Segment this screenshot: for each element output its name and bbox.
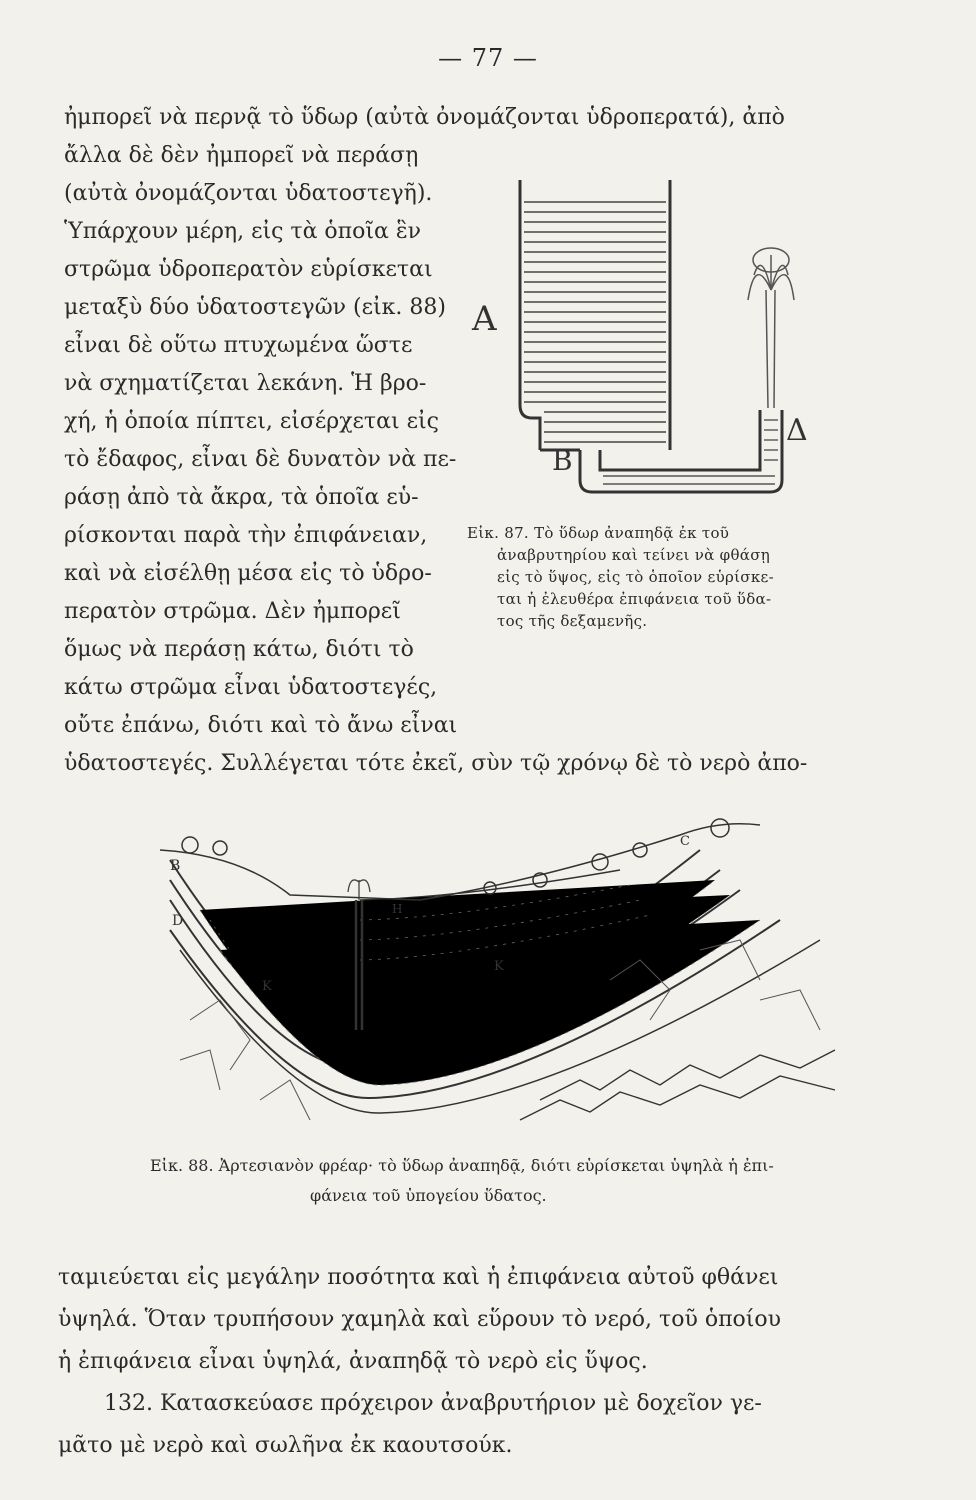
water-jet (748, 248, 794, 408)
caption-line: ἀναβρυτηρίου καὶ τείνει νὰ φθάσῃ (497, 546, 771, 564)
text-line: περατὸν στρῶμα. Δὲν ἠμπορεῖ (64, 599, 401, 624)
text-line: στρῶμα ὑδροπερατὸν εὑρίσκεται (64, 257, 433, 282)
caption-line: φάνεια τοῦ ὑπογείου ὕδατος. (310, 1186, 547, 1205)
text-line: ρίσκονται παρὰ τὴν ἐπιφάνειαν, (64, 523, 428, 548)
tank-water (524, 202, 666, 442)
caption-line: Εἰκ. 88. Ἀρτεσιανὸν φρέαρ· τὸ ὕδωρ ἀναπηδᾷ, διότι εὑρίσκεται ὑψηλὰ ἡ ἐπι- (150, 1156, 774, 1175)
figure-88-label-c: C (680, 834, 690, 849)
text-line: νὰ σχηματίζεται λεκάνη. Ἡ βρο- (64, 371, 427, 396)
figure-88-label-h: H (392, 902, 403, 916)
figure-87-label-delta: Δ (786, 413, 808, 448)
text-line: μᾶτο μὲ νερὸ καὶ σωλῆνα ἐκ καουτσούκ. (58, 1433, 513, 1458)
text-line: οὔτε ἐπάνω, διότι καὶ τὸ ἄνω εἶναι (64, 713, 458, 738)
text-line: καὶ νὰ εἰσέλθῃ μέσα εἰς τὸ ὑδρο- (64, 561, 432, 586)
figure-88-label-k2: K (494, 959, 504, 974)
figure-87-label-a: A (472, 299, 497, 339)
stratum-texture (200, 880, 760, 1085)
text-line: κάτω στρῶμα εἶναι ὑδατοστεγές, (64, 675, 438, 700)
caption-line: τος τῆς δεξαμενῆς. (497, 612, 648, 630)
text-line: εἶναι δὲ οὕτω πτυχωμένα ὥστε (64, 333, 413, 358)
text-line: (αὐτὰ ὀνομάζονται ὑδατοστεγῆ). (64, 181, 433, 206)
figure-88-artesian-well-diagram (160, 800, 840, 1130)
page-number: — 77 — (438, 44, 538, 72)
caption-line: ται ἡ ἐλευθέρα ἐπιφάνεια τοῦ ὕδα- (497, 590, 772, 608)
text-line: ἡ ἐπιφάνεια εἶναι ὑψηλά, ἀναπηδᾷ τὸ νερὸ εἰς ὕψος. (58, 1349, 648, 1374)
text-line: τὸ ἔδαφος, εἶναι δὲ δυνατὸν νὰ πε- (64, 447, 457, 472)
text-line: Ὑπάρχουν μέρη, εἰς τὰ ὁποῖα ἓν (64, 219, 422, 244)
figure-88-label-b: B (170, 858, 181, 874)
exercise-132: 132. Κατασκεύασε πρόχειρον ἀναβρυτήριον μὲ δοχεῖον γε- (104, 1391, 762, 1416)
text-line: ὅμως νὰ περάσῃ κάτω, διότι τὸ (64, 637, 414, 662)
text-line: ράσῃ ἀπὸ τὰ ἄκρα, τὰ ὁποῖα εὑ- (64, 485, 419, 510)
figure-87-label-b: B (552, 444, 573, 477)
figure-88-label-k1: K (262, 979, 272, 994)
text-line: ταμιεύεται εἰς μεγάλην ποσότητα καὶ ἡ ἐπιφάνεια αὐτοῦ φθάνει (58, 1265, 779, 1290)
caption-line: εἰς τὸ ὕψος, εἰς τὸ ὁποῖον εὑρίσκε- (497, 568, 774, 586)
text-line: ὑδατοστεγές. Συλλέγεται τότε ἐκεῖ, σὺν τῷ χρόνῳ δὲ τὸ νερὸ ἀπο- (64, 751, 808, 776)
text-line: χή, ἡ ὁποία πίπτει, εἰσέρχεται εἰς (64, 409, 439, 434)
pipe-water (603, 420, 778, 484)
caption-line: Εἰκ. 87. Τὸ ὕδωρ ἀναπηδᾷ ἐκ τοῦ (467, 524, 730, 542)
text-line: ἄλλα δὲ δὲν ἠμπορεῖ νὰ περάσῃ (64, 143, 419, 168)
figure-87-fountain-diagram (470, 150, 850, 520)
tank-walls (520, 180, 670, 450)
text-line: ἠμπορεῖ νὰ περνᾷ τὸ ὕδωρ (αὐτὰ ὀνομάζονται ὑδροπερατά), ἀπὸ (64, 105, 785, 130)
text-line: μεταξὺ δύο ὑδατοστεγῶν (εἰκ. 88) (64, 295, 446, 320)
text-line: ὑψηλά. Ὅταν τρυπήσουν χαμηλὰ καὶ εὕρουν τὸ νερό, τοῦ ὁποίου (58, 1307, 782, 1332)
figure-88-label-d: D (172, 913, 184, 929)
